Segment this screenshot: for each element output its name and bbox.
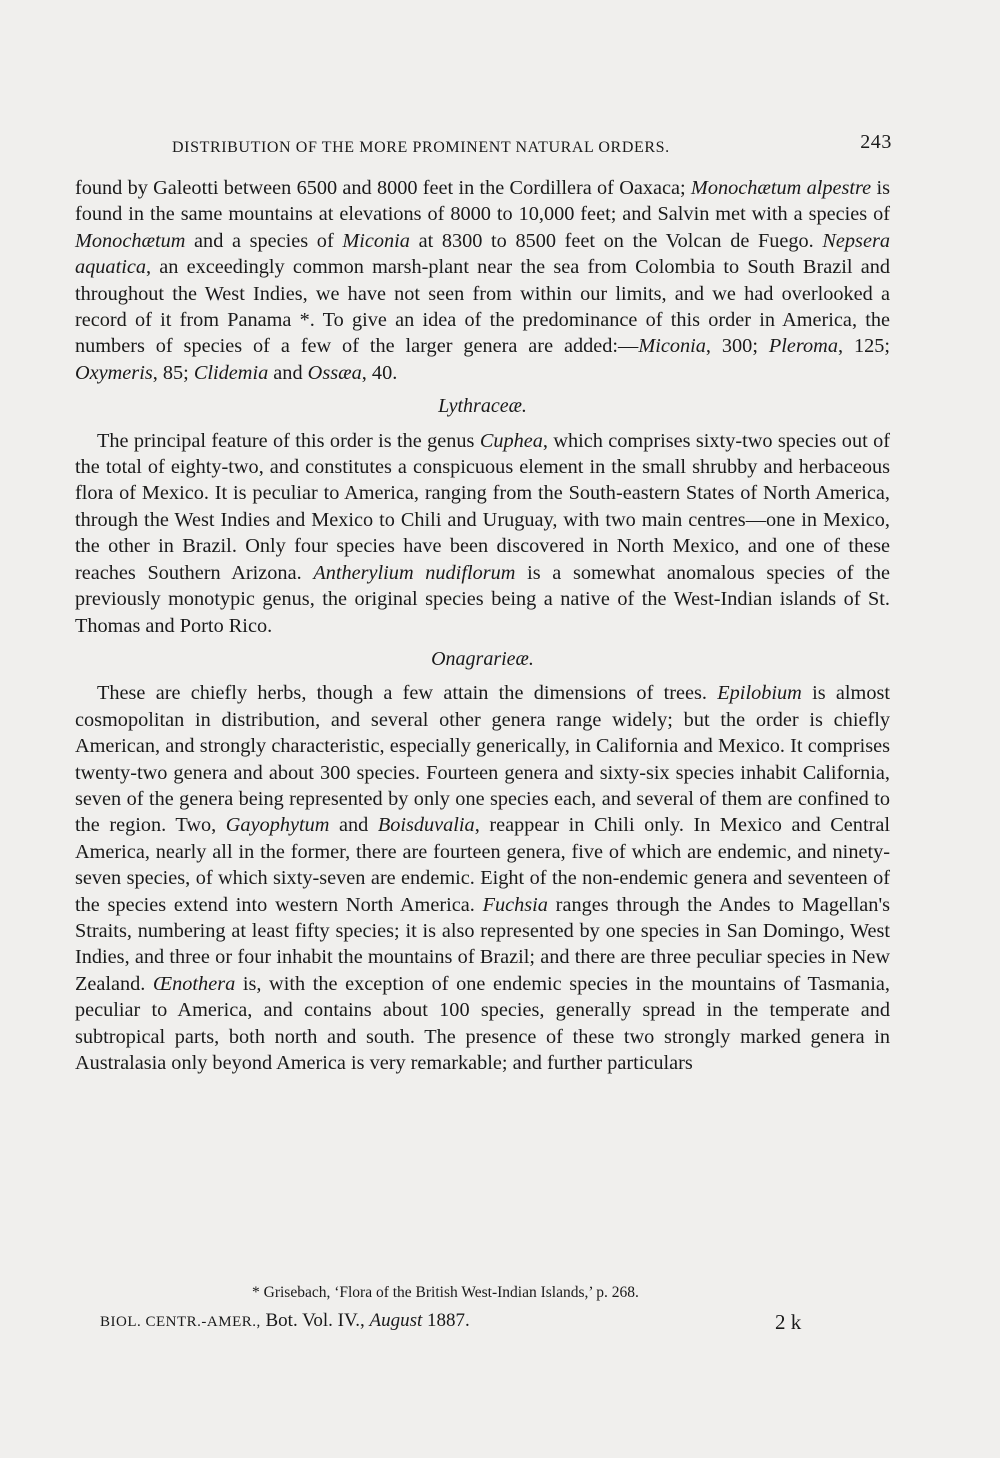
text-run: ranges through the Andes to Magellan's Straits, numbering at least fifty species; it is also represented by one species in San Domingo, West Indies, and three or four inhabit the mountains of Brazil; and there are three peculiar species in New Zealand.: [75, 893, 890, 995]
footnote: * Grisebach, ‘Flora of the British West-Indian Islands,’ p. 268.: [252, 1284, 639, 1301]
series-title: BIOL. CENTR.-AMER.,: [100, 1314, 261, 1330]
paragraph-melastomaceae-continued: [75, 175, 890, 386]
taxon-name: Œnothera: [153, 972, 236, 995]
taxon-name: Ossæa: [307, 361, 362, 384]
text-run: is almost cosmopolitan in distribution, and several other genera range widely; but the order is chiefly American, and strongly characteristic, especially generically, in California and Mexico. It comprises twenty-two genera and about 300 species. Fourteen genera and sixty-six species inhabit California, seven of the genera being represented by only one species each, and several of them are confined to the region. Two,: [75, 682, 891, 837]
text-run: The principal feature of this order is the genus: [97, 429, 480, 452]
section-heading-lythraceae: Lythraceæ.: [438, 395, 527, 418]
text-run: , 85;: [152, 361, 194, 384]
taxon-name: Oxymeris: [75, 361, 153, 384]
text-run: and a species of: [185, 229, 343, 252]
text-run: is, with the exception of one endemic species in the mountains of Tasmania, peculiar to America, and contains about 100 species, generally spread in the temperate and subtropical parts, both north and south. The presence of these two strongly marked genera in Australasia only beyond America is very remarkable; and further particulars: [75, 972, 890, 1074]
text-run: , reappear in Chili only. In Mexico and Central America, nearly all in the former, there are fourteen genera, five of which are endemic, and ninety-seven species, of which sixty-seven are endemic. Eight of the non-endemic genera and seventeen of the species extend into western North America.: [75, 814, 890, 916]
publication-month: August: [369, 1310, 423, 1331]
taxon-name: Antherylium nudiflorum: [313, 561, 516, 584]
taxon-name: Boisduvalia: [377, 814, 475, 837]
paragraph-lythraceae: [75, 428, 890, 639]
taxon-name: Clidemia: [193, 361, 269, 384]
text-run: , 300;: [705, 335, 769, 358]
running-header: [172, 131, 892, 157]
running-title: DISTRIBUTION OF THE MORE PROMINENT NATURAL ORDERS.: [172, 139, 670, 156]
taxon-name: Gayophytum: [225, 814, 330, 837]
text-run: , an exceedingly common marsh-plant near the sea from Colombia to South Brazil and throughout the West Indies, we have not seen from within our limits, and we had overlooked a record of it from Panama *. To give an idea of the predominance of this order in America, the numbers of species of a few of the larger genera are added:—: [75, 256, 890, 358]
text-run: is a somewhat anomalous species of the previously monotypic genus, the original species being a native of the West-Indian islands of St. Thomas and Porto Rico.: [75, 561, 890, 637]
volume-label: Bot. Vol. IV.,: [265, 1310, 365, 1331]
text-run: , 125;: [837, 335, 891, 358]
taxon-name: Miconia: [342, 229, 410, 252]
text-run: is found in the same mountains at elevations of 8000 to 10,000 feet; and Salvin met with a species of: [75, 177, 890, 226]
taxon-name: Epilobium: [717, 682, 802, 705]
text-run: These are chiefly herbs, though a few attain the dimensions of trees.: [97, 682, 718, 705]
text-run: at 8300 to 8500 feet on the Volcan de Fuego.: [409, 229, 823, 252]
text-run: and: [268, 361, 308, 384]
signature-mark: 2 k: [775, 1310, 802, 1334]
text-run: and: [329, 814, 378, 837]
taxon-name: Monochætum: [75, 229, 186, 252]
paragraph-onagrarieae: [75, 680, 890, 1076]
body-text: [75, 175, 890, 1076]
text-run: , 40.: [361, 361, 398, 384]
taxon-name: Fuchsia: [482, 893, 548, 916]
taxon-name: Nepsera aquatica: [75, 229, 890, 279]
text-run: found by Galeotti between 6500 and 8000 feet in the Cordillera of Oaxaca;: [75, 177, 691, 199]
section-heading-onagrarieae: Onagrarieæ.: [431, 647, 534, 670]
publication-year: 1887.: [427, 1310, 470, 1331]
page-number: 243: [860, 131, 892, 153]
taxon-name: Monochætum alpestre: [690, 177, 872, 199]
text-run: , which comprises sixty-two species out of the total of eighty-two, and constitutes a conspicuous element in the small shrubby and herbaceous flora of Mexico. It is peculiar to America, ranging from the South-eastern States of North America, through the West Indies and Mexico to Chili and Uruguay, with two main centres—one in Mexico, the other in Brazil. Only four species have been discovered in North Mexico, and one of these reaches Southern Arizona.: [75, 429, 890, 584]
page-footer: [100, 1310, 820, 1332]
taxon-name: Cuphea: [479, 429, 543, 452]
taxon-name: Pleroma: [768, 335, 838, 358]
taxon-name: Miconia: [638, 335, 706, 358]
